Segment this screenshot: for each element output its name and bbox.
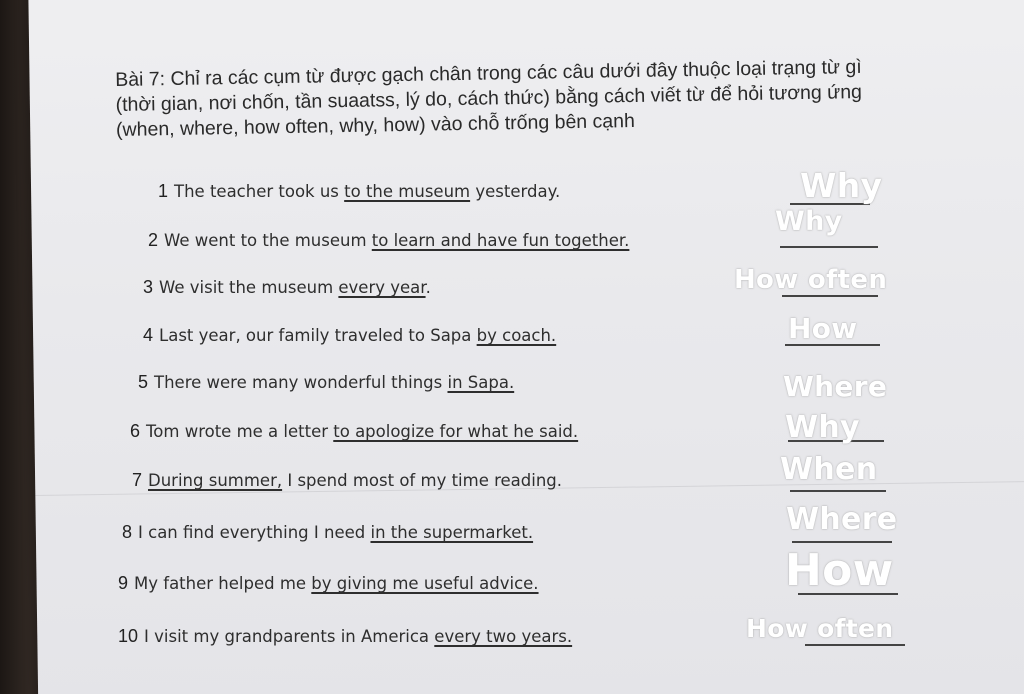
item-number: 2 [148,230,159,250]
item-number: 4 [143,325,154,345]
sentence-post: yesterday. [470,182,561,201]
item-number: 9 [118,573,129,593]
sentence-pre: We visit the museum [159,278,339,297]
exercise-instructions [115,52,1016,143]
sentence-pre: My father helped me [134,574,312,593]
item-number: 5 [138,372,149,392]
sentence-pre: I can find everything I need [138,523,371,542]
answer-blank [790,490,886,492]
sentence-post: . [425,278,431,297]
handwritten-answer: Where [786,502,898,537]
underlined-phrase: to the museum [344,182,471,201]
handwritten-answer: Why [800,166,883,205]
exercise-item [148,230,629,251]
exercise-item [130,421,578,442]
sentence-pre: I visit my grandparents in America [144,627,435,646]
underlined-phrase: every two years. [434,627,573,646]
exercise-item [158,181,560,202]
handwritten-answer: How [788,312,858,345]
handwritten-answer: Why [785,410,860,445]
handwritten-answer: How often [734,265,888,295]
exercise-item [122,522,533,543]
item-number: 10 [118,626,139,646]
exercise-item [143,325,556,346]
handwritten-answer: How often [746,614,894,643]
underlined-phrase: every year [338,278,426,297]
paper-corner [988,0,1024,17]
underlined-phrase: to apologize for what he said. [333,422,579,441]
instructions-line-2: (thời gian, nơi chốn, tần suaatss, lý do, cách thức) bằng cách viết từ để hỏi tương ứng [115,80,863,116]
item-number: 8 [122,522,133,542]
exercise-item [118,626,572,647]
sentence-pre: Last year, our family traveled to Sapa [159,326,477,345]
handwritten-answer: Why [775,206,843,237]
underlined-phrase: in the supermarket. [370,523,534,542]
sentence-pre: The teacher took us [174,182,345,201]
sentence-pre: Tom wrote me a letter [146,422,334,441]
answer-blank [782,295,878,297]
handwritten-answer: Where [783,370,888,403]
instructions-line-1: Bài 7: Chỉ ra các cụm từ được gạch chân trong các câu dưới đây thuộc loại trạng từ gì [115,55,862,91]
instructions-line-3: (when, where, how often, why, how) vào chỗ trống bên cạnh [115,109,636,141]
item-number: 3 [143,277,154,297]
item-number: 1 [158,181,169,201]
handwritten-answer: How [785,545,894,596]
sentence-pre: We went to the museum [164,231,372,250]
sentence-pre: There were many wonderful things [154,373,448,392]
item-number: 7 [132,470,143,490]
underlined-phrase: in Sapa. [447,373,515,392]
exercise-item [143,277,431,298]
exercise-item [138,372,514,393]
sentence-post: I spend most of my time reading. [282,471,563,490]
answer-blank [805,644,905,646]
exercise-item [132,470,562,491]
underlined-phrase: During summer, [148,471,283,490]
item-number: 6 [130,421,141,441]
underlined-phrase: by coach. [476,326,557,345]
handwritten-answer: When [780,452,878,487]
answer-blank [792,541,892,543]
underlined-phrase: to learn and have fun together. [371,231,630,250]
underlined-phrase: by giving me useful advice. [311,574,539,593]
exercise-item [118,573,539,594]
answer-blank [780,246,878,248]
